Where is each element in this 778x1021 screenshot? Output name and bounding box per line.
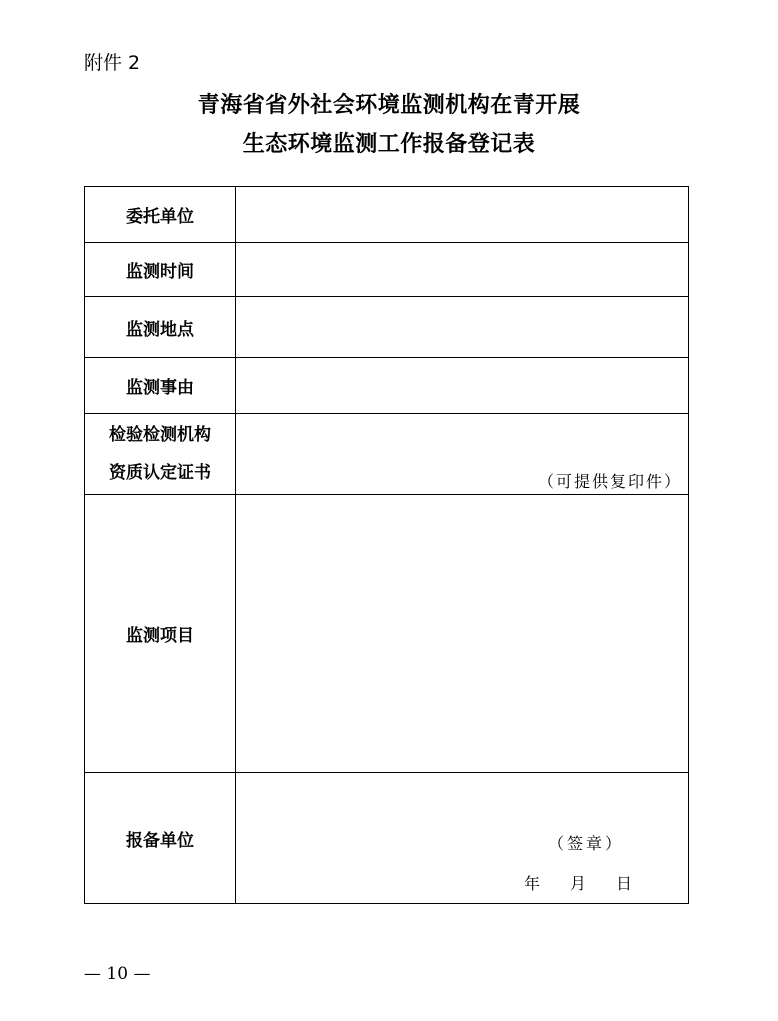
certificate-field[interactable] bbox=[236, 414, 689, 495]
time-field[interactable] bbox=[236, 243, 689, 297]
location-field[interactable] bbox=[236, 297, 689, 358]
page-number: — 10 — bbox=[84, 964, 151, 984]
items-field[interactable] bbox=[236, 495, 689, 773]
items-label: 监测项目 bbox=[85, 495, 236, 773]
seal-note: （签章） bbox=[548, 834, 625, 853]
certificate-label-line-2: 资质认定证书 bbox=[109, 463, 211, 483]
certificate-label-line-1: 检验检测机构 bbox=[109, 425, 211, 445]
form-title-line-2: 生态环境监测工作报备登记表 bbox=[242, 132, 536, 157]
time-label: 监测时间 bbox=[85, 243, 236, 297]
table-row bbox=[85, 187, 689, 243]
filing-unit-field[interactable] bbox=[236, 773, 689, 904]
client-label: 委托单位 bbox=[85, 187, 236, 243]
table-row bbox=[85, 414, 689, 495]
table-row bbox=[85, 243, 689, 297]
table-row bbox=[85, 773, 689, 904]
client-field[interactable] bbox=[236, 187, 689, 243]
filing-unit-label: 报备单位 bbox=[85, 773, 236, 904]
date-month-label: 月 bbox=[570, 874, 587, 893]
date-day-label: 日 bbox=[616, 874, 633, 893]
copy-acceptable-note: （可提供复印件） bbox=[537, 472, 682, 491]
attachment-label: 附件 2 bbox=[84, 52, 141, 74]
form-title-line-1: 青海省省外社会环境监测机构在青开展 bbox=[197, 93, 581, 118]
table-row bbox=[85, 358, 689, 414]
table-row bbox=[85, 495, 689, 773]
table-row bbox=[85, 297, 689, 358]
reason-label: 监测事由 bbox=[85, 358, 236, 414]
date-year-label: 年 bbox=[524, 874, 541, 893]
registration-form-table bbox=[84, 186, 689, 904]
reason-field[interactable] bbox=[236, 358, 689, 414]
date-line bbox=[524, 871, 632, 894]
location-label: 监测地点 bbox=[85, 297, 236, 358]
certificate-label bbox=[85, 414, 236, 495]
